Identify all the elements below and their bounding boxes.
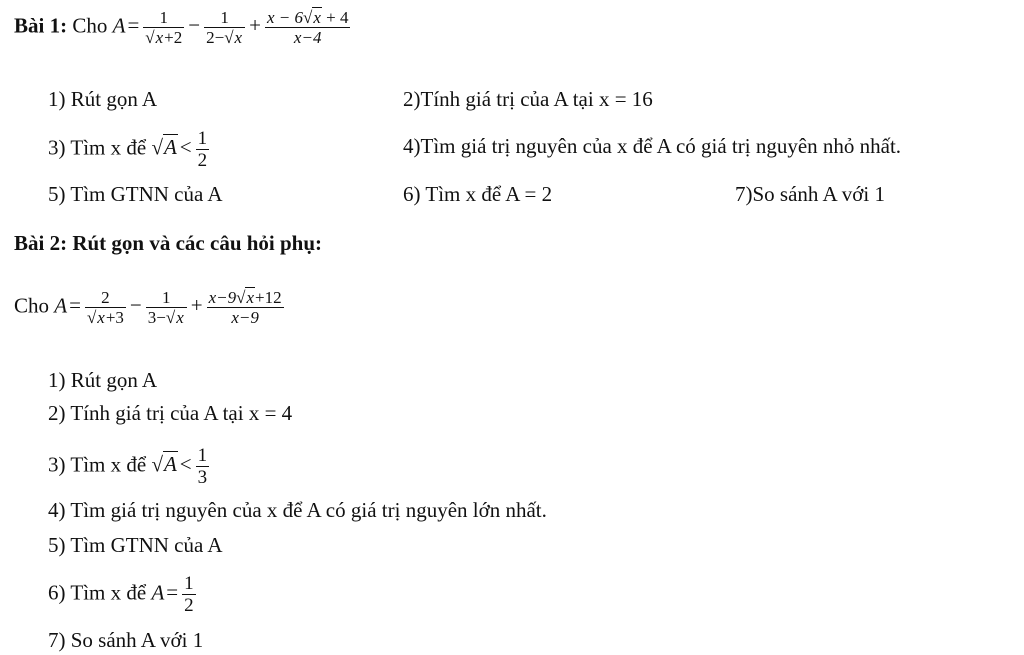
bai1-q3-rad: A	[163, 135, 177, 160]
bai2-frac2-num: 1	[146, 288, 187, 308]
bai2-frac1-num: 2	[85, 288, 126, 308]
bai1-frac3: $\frac{x - 6√x + 4}{x-4}$	[266, 8, 349, 47]
bai1-frac3-den: x−4	[293, 28, 322, 47]
bai1-q1: 1) Rút gọn A	[48, 87, 158, 111]
bai2-q6-eq: =	[166, 580, 179, 605]
bai2-frac3-pre: x−9	[208, 288, 237, 307]
bai2-frac3-rest: +12	[255, 288, 282, 307]
bai1-formula	[113, 8, 353, 47]
bai1-q3-formula: √A < $\frac{1}{2}$	[151, 128, 208, 171]
bai1-q6: 6) Tìm x để A = 2	[403, 182, 553, 206]
bai2-q6-formula	[151, 573, 197, 616]
bai1-q3-num: 1	[197, 128, 208, 149]
bai1-q7: 7)So sánh A với 1	[735, 182, 885, 206]
bai2-formula-eq: =	[69, 293, 81, 318]
bai2-q2: 2) Tính giá trị của A tại x = 4	[48, 401, 293, 425]
bai2-frac2: $\frac{1}{3-√x}$	[146, 288, 187, 327]
bai2-frac1-rest: +3	[105, 308, 124, 327]
bai1-formula-eq: =	[127, 13, 140, 38]
bai2-q4: 4) Tìm giá trị nguyên của x để A có giá trị nguyên lớn nhất.	[48, 498, 547, 522]
bai1-heading: Bài 1:	[14, 13, 68, 38]
bai1-definition	[14, 8, 352, 47]
bai1-q3-frac	[196, 128, 210, 171]
bai1-frac2: $\frac{1}{2-√x}$	[204, 8, 245, 47]
bai1-q3	[48, 128, 211, 171]
bai1-frac1-num: 1	[143, 8, 184, 28]
bai1-q3-text: 3) Tìm x để	[48, 135, 147, 160]
bai2-q6-var: A	[151, 580, 165, 605]
bai2-q3-num: 1	[197, 445, 208, 466]
bai2-frac3-den: x−9	[231, 308, 259, 327]
bai1-frac2-rad: x	[234, 28, 243, 47]
bai1-frac1: $\frac{1}{√x+2}$	[145, 8, 183, 47]
bai1-frac3-pre: x − 6	[266, 8, 303, 27]
bai1-q2: 2)Tính giá trị của A tại x = 16	[403, 87, 653, 111]
bai1-frac2-num: 1	[204, 8, 245, 28]
bai2-frac2-pre: 3−	[147, 308, 166, 327]
bai2-q6-num: 1	[184, 573, 194, 594]
bai2-frac1-rad: x	[97, 308, 105, 327]
bai2-formula-var: A	[54, 293, 68, 318]
bai1-q5: 5) Tìm GTNN của A	[48, 182, 223, 206]
bai2-heading: Bài 2: Rút gọn và các câu hỏi phụ:	[14, 231, 323, 255]
bai2-q3-den: 3	[197, 467, 208, 488]
bai2-q3-rad: A	[163, 452, 177, 477]
bai2-q1: 1) Rút gọn A	[48, 368, 158, 392]
bai2-q3-frac	[196, 445, 210, 488]
bai2-op1: −	[129, 293, 142, 318]
bai2-frac2-rad: x	[176, 308, 184, 327]
bai2-q3-text: 3) Tìm x để	[48, 452, 147, 477]
bai2-q3	[48, 445, 211, 488]
bai1-frac1-rad: x	[155, 28, 164, 47]
bai2-q3-lt: <	[179, 452, 192, 477]
bai2-formula	[54, 288, 285, 327]
bai2-q6	[48, 573, 198, 616]
bai2-q5: 5) Tìm GTNN của A	[48, 533, 223, 557]
bai1-op2: +	[249, 13, 261, 38]
bai1-formula-var: A	[112, 13, 126, 38]
bai2-q3-formula: √A < $\frac{1}{3}$	[151, 445, 208, 488]
bai2-frac3-rad: x	[246, 288, 255, 307]
bai1-frac1-rest: +2	[164, 28, 183, 47]
bai2-cho: Cho	[14, 293, 50, 318]
bai1-frac2-pre: 2−	[206, 28, 225, 47]
bai1-frac3-rad: x	[313, 8, 321, 27]
bai1-cho: Cho	[72, 13, 108, 38]
bai2-q6-den: 2	[184, 595, 194, 616]
bai2-op2: +	[190, 293, 203, 318]
bai2-frac3: $\frac{x-9√x+12}{x-9}$	[208, 288, 282, 327]
bai2-q6-text: 6) Tìm x để	[48, 580, 147, 605]
bai2-q7: 7) So sánh A với 1	[48, 628, 204, 652]
bai2-q6-frac	[182, 573, 196, 616]
bai1-q3-den: 2	[197, 150, 208, 171]
bai1-q3-lt: <	[179, 135, 192, 160]
bai2-definition	[14, 288, 286, 327]
bai2-frac1: $\frac{2}{√x+3}$	[86, 288, 124, 327]
bai1-q4: 4)Tìm giá trị nguyên của x để A có giá trị nguyên nhỏ nhất.	[403, 134, 902, 158]
bai1-frac3-rest: + 4	[321, 8, 349, 27]
bai1-op1: −	[188, 13, 201, 38]
